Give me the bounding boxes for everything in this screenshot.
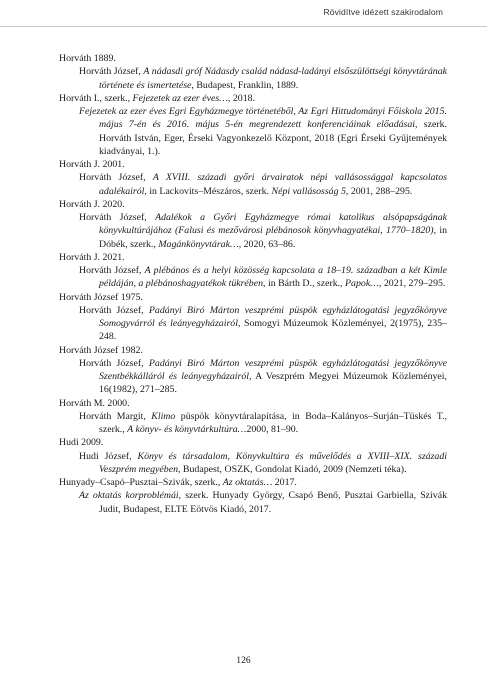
entry-key-tail: , 2018. (227, 92, 255, 104)
citation-text: , Budapest, OSZK, Gondolat Kiadó, 2009 (Nemzeti téka). (178, 463, 407, 475)
entry-key (59, 344, 447, 357)
entry-key-text: Horváth József 1982. (59, 344, 143, 356)
entry-citation (59, 211, 447, 251)
entry-citation (59, 489, 447, 516)
entry-key-text: Horváth J. 2020. (59, 198, 125, 210)
citation-title: A plébános és a helyi közösség kapcsolata a 18–19. században a két Kimle példáján, a plébánoshagyatékok tükrében (99, 265, 447, 290)
citation-title: Klimo (151, 410, 176, 422)
entry-key (59, 158, 447, 171)
citation-title: Padányi Biró Márton veszprémi püspök egyházlátogatási jegyzőkönyve Somogyvárról és leányegyházairól (99, 304, 447, 329)
entry-key-italic: Az oktatás… (222, 477, 273, 488)
entry-key-text: Horváth J. 2001. (59, 159, 125, 170)
entry-key-tail: 2017. (272, 477, 297, 488)
citation-text: 2000, 81–90. (246, 424, 299, 435)
citation-text: püspök könyvtáralapítása, in Boda–Kalányos–Surján–Tüskés T., szerk., (99, 410, 447, 435)
entry-key-italic: Fejezetek az ezer éves… (132, 92, 228, 104)
citation-title: Adalékok a Győri Egyházmegye római katolikus alsópapságának könyvkultúrájához (Falusi és mezővárosi plébánosok könyvhagyatékai, 1770–1820) (99, 212, 447, 237)
citation-text: , szerk. Horváth István, Eger, Érseki Vagyonkezelő Központ, 2018 (Egri Érseki Gyűjtemények kiadványai, 1.). (99, 119, 447, 157)
bibliography-list (59, 52, 447, 516)
citation-text: Horváth József, (79, 304, 149, 316)
citation-text: , szerk. Hunyady György, Csapó Benő, Pusztai Garbiella, Szivák Judit, Budapest, ELTE Eötvös Kiadó, 2017. (99, 490, 447, 515)
entry-key-text: Hudi 2009. (59, 437, 104, 449)
citation-title: A könyv- és könyvtárkultúra… (127, 424, 247, 435)
entry-key-text: Horváth József 1975. (59, 291, 143, 303)
citation-text: Horváth Margit, (79, 410, 152, 422)
citation-title: Papok… (345, 278, 379, 290)
entry-citation (59, 450, 447, 477)
entry-citation (59, 410, 447, 437)
citation-title: Könyv és társadalom, Könyvkultúra és művelődés a XVIII–XIX. századi Veszprém megyében (99, 450, 448, 475)
entry-key (59, 397, 447, 410)
citation-text: Horváth József, (79, 172, 153, 184)
entry-key (59, 198, 447, 211)
entry-key-text: Horváth 1889. (59, 53, 116, 64)
citation-title: Fejezetek az ezer éves Egri Egyházmegye történetéből, Az Egri Hittudományi Főiskola 2015. május 7-én és 2016. május 5-én megrendezett konferenciáinak előadásai (79, 106, 447, 131)
entry-citation (59, 357, 447, 397)
citation-text: Horváth József, (79, 265, 145, 276)
entry-citation (59, 171, 447, 198)
running-header (0, 0, 487, 27)
citation-text: , 2001, 288–295. (345, 185, 413, 197)
citation-text: , 2020, 63–86. (238, 238, 296, 250)
citation-title: Népi vallásosság 5 (271, 185, 346, 197)
citation-text: Horváth József, (79, 357, 149, 369)
citation-text: , A Veszprém Megyei Múzeumok Közleményei, 16(1982), 271–285. (99, 371, 447, 396)
entry-key-text: Hunyady–Csapó–Pusztai–Szivák, szerk., (59, 477, 223, 488)
entry-citation (59, 65, 447, 92)
citation-title: A XVIII. századi győri árvairatok népi vallásossággal kapcsolatos adalékairól (99, 172, 447, 197)
page-number: 126 (236, 655, 251, 666)
entry-key (59, 52, 447, 65)
citation-title: Az oktatás korproblémái (79, 490, 179, 502)
entry-citation (59, 105, 447, 158)
entry-key-text: Horváth J. 2021. (59, 251, 125, 263)
citation-title: Magánkönyvtárak… (158, 238, 239, 250)
citation-text: , Budapest, Franklin, 1889. (191, 79, 299, 91)
citation-title: Padányi Biró Márton veszprémi püspök egyházlátogatási jegyzőkönyve Szentbékkálláról és leányegyházairól (99, 357, 447, 382)
citation-text: , in Dóbék, szerk., (99, 225, 447, 250)
entry-key (59, 251, 447, 264)
citation-text: , Somogyi Múzeumok Közleményei, 2(1975), 235–248. (99, 318, 447, 343)
citation-text: , 2021, 279–295. (378, 278, 446, 290)
running-title: Rövidítve idézett szakirodalom (323, 7, 443, 17)
citation-text: Horváth József, (79, 66, 144, 78)
entry-key (59, 92, 447, 105)
entry-key (59, 436, 447, 449)
entry-citation (59, 304, 447, 344)
entry-key-text: Horváth I., szerk., (59, 92, 133, 104)
entry-citation (59, 264, 447, 291)
entry-key-text: Horváth M. 2000. (59, 397, 130, 409)
entry-key (59, 291, 447, 304)
entry-key (59, 476, 447, 489)
citation-text: Hudi József, (79, 450, 138, 462)
citation-text: , in Bárth D., szerk., (263, 278, 346, 290)
citation-text: Horváth József, (79, 212, 156, 223)
citation-text: , in Lackovits–Mészáros, szerk. (144, 185, 272, 197)
citation-title: A nádasdi gróf Nádasdy család nádasd-ladányi elsőszülöttségi könyvtárának története és ismertetése (99, 66, 447, 91)
